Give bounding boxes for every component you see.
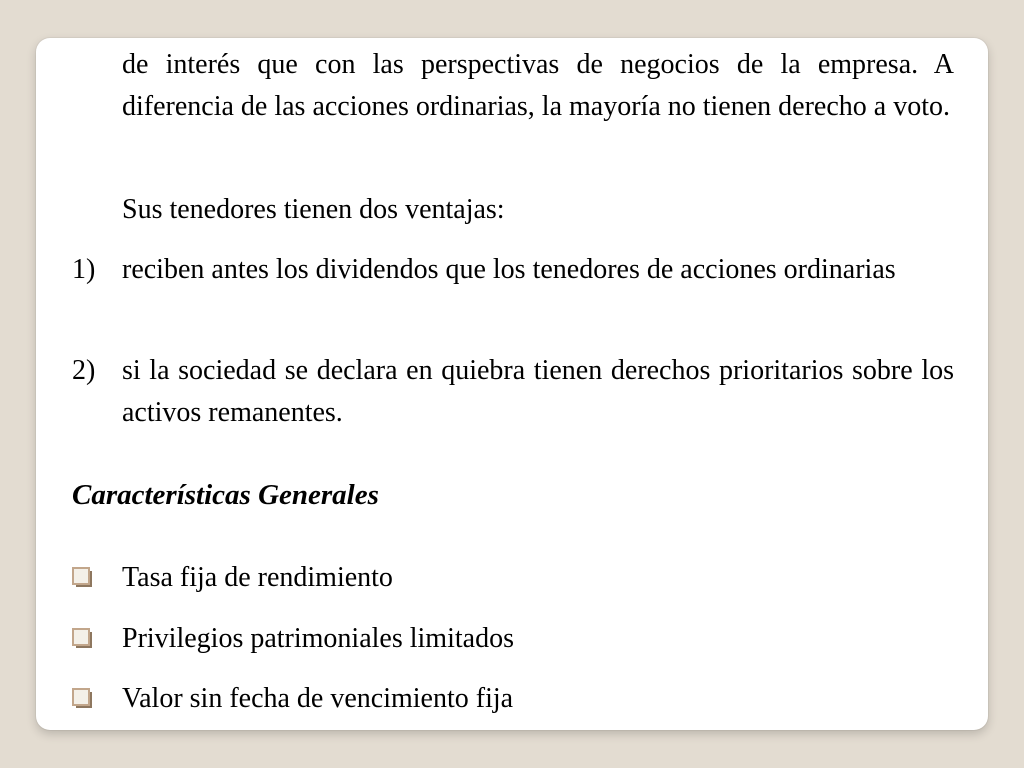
list-item-text: si la sociedad se declara en quiebra tienen derechos prioritarios sobre los activos remanentes. [122,355,954,428]
checkbox-bullet-icon [72,628,94,650]
bullet-item [72,557,393,599]
advantages-intro-paragraph: Sus tenedores tienen dos ventajas: [122,194,505,225]
list-number: 2) [72,355,96,386]
numbered-list-item [72,350,954,434]
bullet-text: Valor sin fecha de vencimiento fija [122,683,514,714]
bullet-item [72,678,513,720]
bullet-text: Tasa fija de rendimiento [122,562,393,593]
list-number: 1) [72,254,96,285]
bullet-text: Privilegios patrimoniales limitados [122,623,514,654]
section-title: Características Generales [72,479,379,511]
numbered-list-item [72,249,954,291]
bullet-item [72,618,514,660]
checkbox-bullet-icon [72,688,94,710]
intro-continuation-paragraph: de interés que con las perspectivas de negocios de la empresa. A diferencia de las acciones ordinarias, la mayoría no tienen derecho a voto. [122,49,954,122]
checkbox-bullet-icon [72,567,94,589]
list-item-text: reciben antes los dividendos que los tenedores de acciones ordinarias [122,254,896,285]
